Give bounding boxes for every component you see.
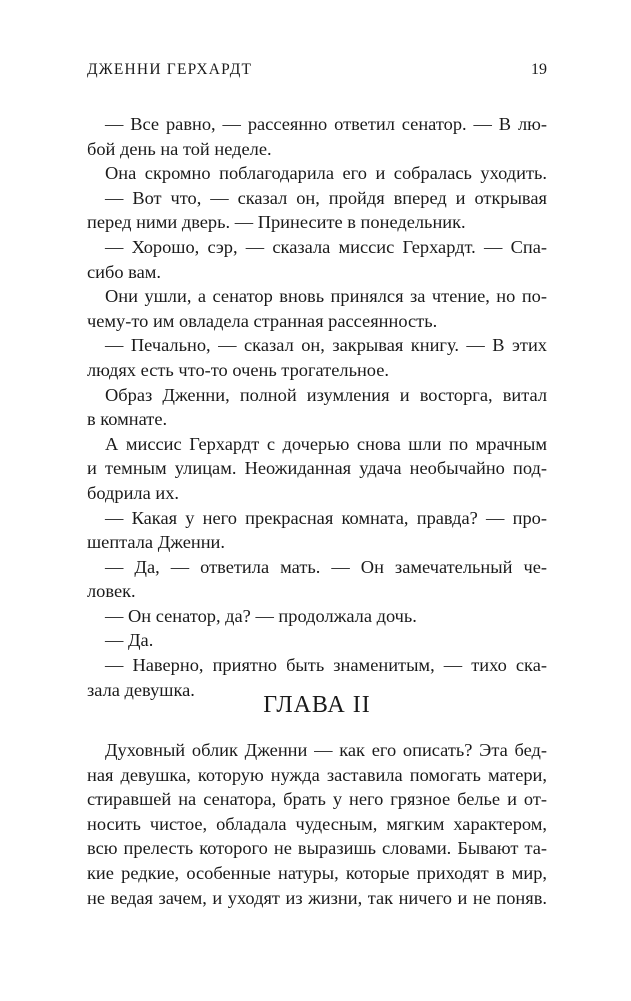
chapter-heading: ГЛАВА II [263,692,371,718]
text-line: перед ними дверь. — Принесите в понедельник. [87,212,466,233]
running-header [87,61,547,83]
text-line: — Хорошо, сэр, — сказала миссис Герхардт. — Спа- [105,236,547,257]
text-line: А миссис Герхардт с дочерью снова шли по мрачным [105,433,547,454]
page-number: 19 [531,61,547,78]
text-line: бой день на той неделе. [87,138,272,159]
chapter-text-block [87,738,547,910]
text-line: сибо вам. [87,261,161,282]
text-line: Духовный облик Дженни — как его описать? Эта бед- [105,740,547,760]
text-line: кие редкие, особенные натуры, которые приходят в мир, [87,862,547,883]
text-line: Образ Дженни, полной изумления и восторга, витал [105,384,547,405]
text-line: людях есть что-то очень трогательное. [87,359,389,380]
text-line: всю прелесть которого не выразишь словами. Бывают та- [87,838,547,859]
text-line: — Он сенатор, да? — продолжала дочь. [105,605,417,626]
text-line: в комнате. [87,409,168,430]
text-line: Они ушли, а сенатор вновь принялся за чтение, но по- [105,286,547,307]
text-line: не ведая зачем, и уходят из жизни, так ничего и не поняв. [87,887,547,908]
text-line: — Вот что, — сказал он, пройдя вперед и открывая [105,187,547,208]
text-line: шептала Дженни. [87,532,225,553]
text-line: — Какая у него прекрасная комната, правда? — про- [105,507,547,528]
text-line: ная девушка, которую нужда заставила помогать матери, [87,764,547,785]
text-line: — Наверно, приятно быть знаменитым, — тихо ска- [105,655,547,676]
text-line: — Да. [105,630,154,651]
text-line: — Да, — ответила мать. — Он замечательный че- [105,556,547,577]
text-line: ловек. [87,581,136,602]
text-line: зала девушка. [87,679,195,700]
text-line: и темным улицам. Неожиданная удача необычайно под- [87,458,547,479]
text-line: бодрила их. [87,482,179,503]
text-line: — Все равно, — рассеянно ответил сенатор. — В лю- [105,114,547,134]
running-title: ДЖЕННИ ГЕРХАРДТ [87,61,253,78]
text-line: носить чистое, обладала чудесным, мягким характером, [87,813,547,834]
text-line: стиравшей на сенатора, брать у него грязное белье и от- [87,789,547,810]
text-line: Она скромно поблагодарила его и собралась уходить. [105,163,547,184]
dialogue-text-block [87,112,547,702]
text-line: — Печально, — сказал он, закрывая книгу. — В этих [105,335,547,356]
text-line: чему-то им овладела странная рассеянность. [87,310,438,331]
